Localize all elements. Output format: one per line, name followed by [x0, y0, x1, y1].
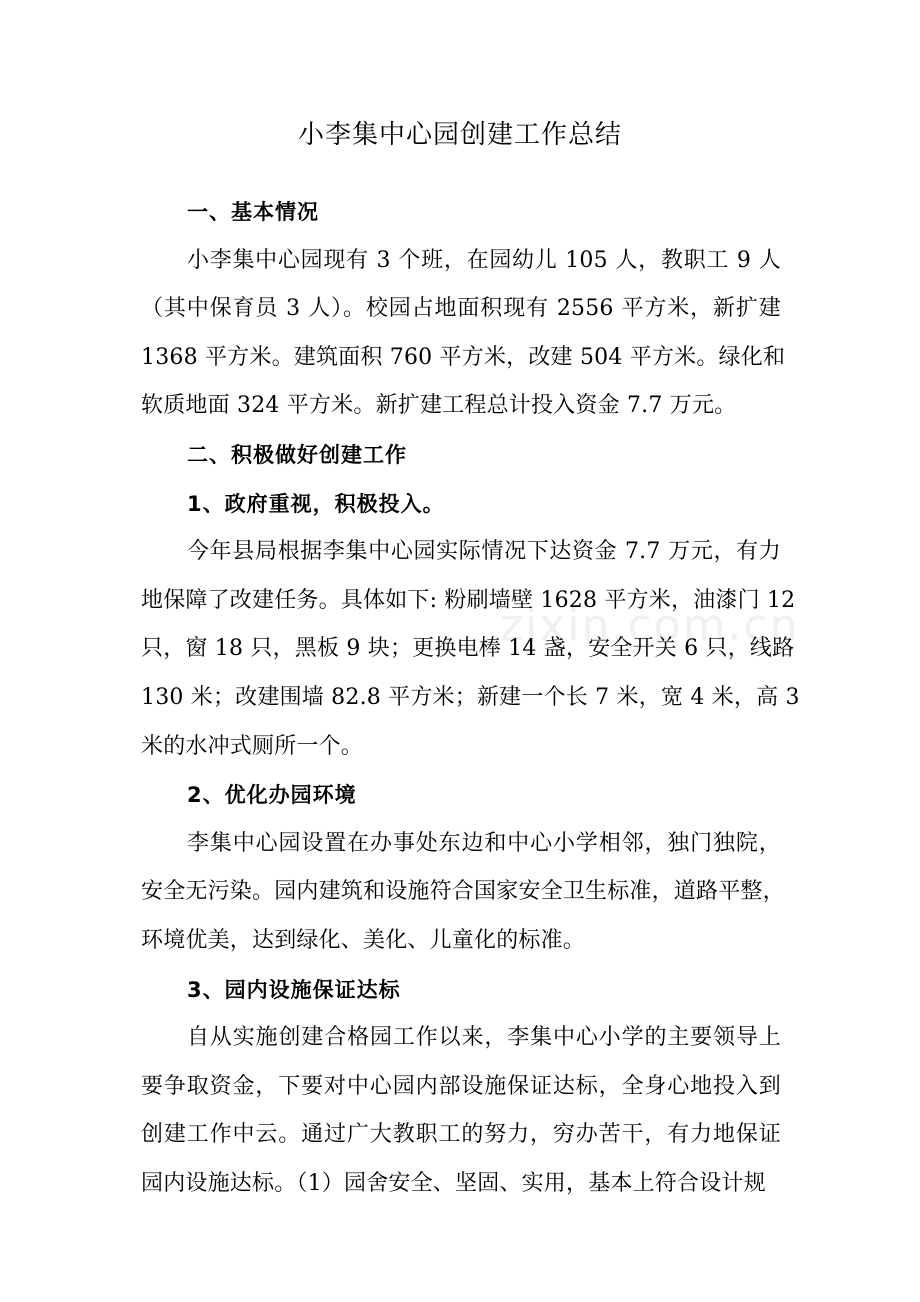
text-line: 小李集中心园现有 3 个班，在园幼儿 105 人，教职工 9 人 [187, 247, 781, 273]
text-line: 130 米；改建围墙 82.8 平方米；新建一个长 7 米，宽 4 米，高 3 [141, 684, 800, 710]
text-line: 米的水冲式厕所一个。 [141, 733, 364, 759]
text-line: 李集中心园设置在办事处东边和中心小学相邻，独门独院， [187, 830, 781, 856]
text-line: 软质地面 324 平方米。新扩建工程总计投入资金 7.7 万元。 [141, 393, 737, 419]
text-line: 今年县局根据李集中心园实际情况下达资金 7.7 万元，有力 [187, 539, 781, 565]
text-line: 只，窗 18 只，黑板 9 块；更换电棒 14 盏，安全开关 6 只，线路 [141, 636, 795, 662]
text-line: 地保障了改建任务。具体如下: 粉刷墙壁 1628 平方米，油漆门 12 [141, 587, 796, 613]
section-heading: 二、积极做好创建工作 [187, 442, 407, 467]
paragraph [141, 237, 786, 431]
text-line: 1368 平方米。建筑面积 760 平方米，改建 504 平方米。绿化和 [141, 344, 786, 370]
document-body [141, 188, 800, 1208]
text-line: 要争取资金，下要对中心园内部设施保证达标，全身心地投入到 [141, 1073, 781, 1099]
text-line: 自从实施创建合格园工作以来，李集中心小学的主要领导上 [187, 1025, 781, 1051]
paragraph [141, 1014, 781, 1208]
text-line: 园内设施达标。（1）园舍安全、坚固、实用，基本上符合设计规 [141, 1170, 766, 1196]
paragraph [141, 528, 800, 771]
section-heading: 一、基本情况 [187, 200, 319, 224]
section-heading: 1、政府重视，积极投入。 [187, 491, 445, 516]
text-line: 创建工作中云。通过广大教职工的努力，穷办苦干，有力地保证 [141, 1122, 781, 1148]
section-heading: 2、优化办园环境 [187, 783, 357, 808]
document-title: 小李集中心园创建工作总结 [297, 120, 622, 150]
section-heading: 3、园内设施保证达标 [187, 977, 401, 1002]
watermark: zixin.com.cn [500, 600, 800, 651]
text-line: 安全无污染。园内建筑和设施符合国家安全卫生标准，道路平整， [141, 879, 785, 905]
paragraph [141, 820, 785, 966]
text-line: （其中保育员 3 人）。校园占地面积现有 2556 平方米，新扩建 [141, 296, 781, 322]
text-line: 环境优美，达到绿化、美化、儿童化的标准。 [141, 927, 586, 953]
